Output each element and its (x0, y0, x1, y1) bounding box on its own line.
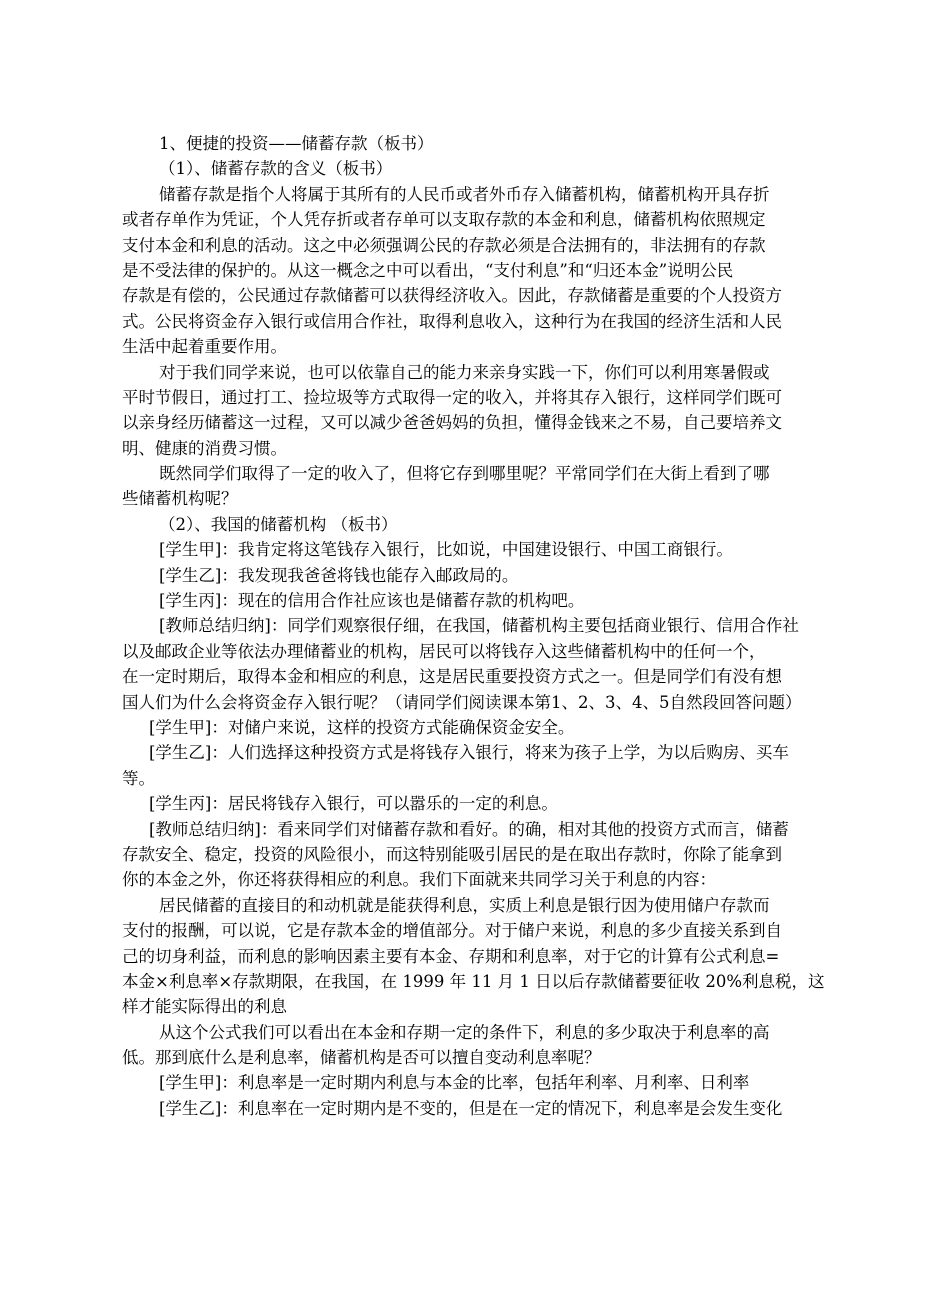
text-line: 低。那到底什么是利息率，储蓄机构是否可以擅自变动利息率呢？ (122, 1048, 601, 1068)
text-line: [学生甲]：利息率是一定时期内利息与本金的比率，包括年利率、月利率、日利率 (159, 1073, 750, 1093)
text-line: 居民储蓄的直接目的和动机就是能获得利息，实质上利息是银行因为使用储户存款而 (159, 895, 770, 915)
text-line: 己的切身利益，而利息的影响因素主要有本金、存期和利息率，对于它的计算有公式利息= (122, 946, 780, 966)
text-line: 既然同学们取得了一定的收入了，但将它存到哪里呢？平常同学们在大街上看到了哪 (159, 464, 770, 484)
text-line: [学生乙]：我发现我爸爸将钱也能存入邮政局的。 (159, 565, 519, 585)
text-line: [教师总结归纳]：看来同学们对储蓄存款和看好。的确，相对其他的投资方式而言，储蓄 (149, 819, 789, 839)
text-line: 存款安全、稳定，投资的风险很小，而这特别能吸引居民的是在取出存款时，你除了能拿到 (122, 844, 782, 864)
text-line: 你的本金之外，你还将获得相应的利息。我们下面就来共同学习关于利息的内容： (122, 870, 716, 890)
text-line: 以及邮政企业等依法办理储蓄业的机构，居民可以将钱存入这些储蓄机构中的任何一个， (122, 641, 766, 661)
text-line: 平时节假日，通过打工、捡垃圾等方式取得一定的收入，并将其存入银行，这样同学们既可 (122, 387, 782, 407)
text-line: 支付本金和利息的活动。这之中必须强调公民的存款必须是合法拥有的，非法拥有的存款 (122, 235, 766, 255)
text-line: [学生乙]：人们选择这种投资方式是将钱存入银行，将来为孩子上学，为以后购房、买车 (149, 743, 789, 763)
text-line: （2）、我国的储蓄机构 （板书） (159, 514, 398, 534)
text-line: 支付的报酬，可以说，它是存款本金的增值部分。对于储户来说，利息的多少直接关系到自 (122, 921, 782, 941)
text-line: 对于我们同学来说，也可以依靠自己的能力来亲身实践一下，你们可以利用寒暑假或 (159, 362, 770, 382)
text-line: 样才能实际得出的利息 (122, 997, 287, 1017)
text-line: 1、便捷的投资——储蓄存款（板书） (159, 134, 434, 153)
document-body (122, 131, 828, 1121)
text-line: 以亲身经历储蓄这一过程，又可以减少爸爸妈妈的负担，懂得金钱来之不易，自己要培养文 (122, 413, 782, 433)
text-line: [学生甲]：我肯定将这笔钱存入银行，比如说，中国建设银行、中国工商银行。 (159, 540, 733, 560)
text-line: [学生丙]：现在的信用合作社应该也是储蓄存款的机构吧。 (159, 591, 585, 611)
text-line: [学生乙]：利息率在一定时期内是不变的，但是在一定的情况下，利息率是会发生变化 (159, 1098, 783, 1118)
text-line: 等。 (122, 768, 155, 788)
text-line: 生活中起着重要作用。 (122, 337, 287, 357)
text-line: [学生丙]：居民将钱存入银行，可以嚣乐的一定的利息。 (149, 794, 558, 814)
text-line: 储蓄存款是指个人将属于其所有的人民币或者外币存入储蓄机构，储蓄机构开具存折 (159, 184, 770, 204)
text-line: 或者存单作为凭证，个人凭存折或者存单可以支取存款的本金和利息，储蓄机构依照规定 (122, 210, 766, 230)
text-line: 是不受法律的保护的。从这一概念之中可以看出，“支付利息”和“归还本金”说明公民 (122, 260, 734, 280)
text-line: （1）、储蓄存款的含义（板书） (159, 159, 393, 179)
text-line: 明、健康的消费习惯。 (122, 438, 287, 458)
text-line: 国人们为什么会将资金存入银行呢？（请同学们阅读课本第1、2、3、4、5自然段回答问题） (122, 692, 802, 712)
text-line: 在一定时期后，取得本金和相应的利息，这是居民重要投资方式之一。但是同学们有没有想 (122, 667, 782, 687)
text-line: [学生甲]：对储户来说，这样的投资方式能确保资金安全。 (149, 717, 575, 737)
text-line: 式。公民将资金存入银行或信用合作社，取得利息收入，这种行为在我国的经济生活和人民 (122, 311, 782, 331)
text-line: [教师总结归纳]：同学们观察很仔细，在我国，储蓄机构主要包括商业银行、信用合作社 (159, 616, 799, 636)
text-line: 些储蓄机构呢？ (122, 489, 238, 509)
text-line: 存款是有偿的，公民通过存款储蓄可以获得经济收入。因此，存款储蓄是重要的个人投资方 (122, 286, 782, 306)
text-line: 从这个公式我们可以看出在本金和存期一定的条件下，利息的多少取决于利息率的高 (159, 1022, 770, 1042)
text-line: 本金×利息率×存款期限，在我国，在 1999 年 11 月 1 日以后存款储蓄要征收 20%利息税，这 (122, 971, 825, 991)
